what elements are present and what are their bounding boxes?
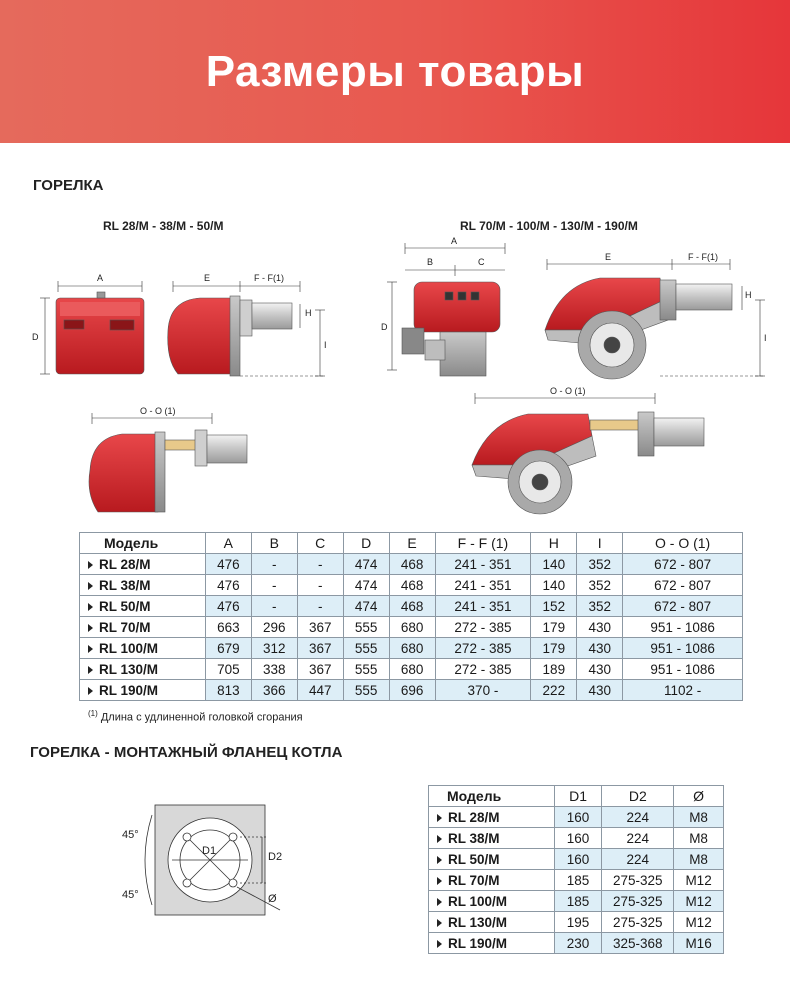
value-cell: 555 (343, 617, 389, 638)
arrow-right-icon (437, 940, 442, 948)
arrow-right-icon (437, 835, 442, 843)
model-cell (80, 638, 206, 659)
value-cell: 195 (554, 912, 602, 933)
value-cell: 222 (531, 680, 577, 701)
phi-label: Ø (268, 893, 277, 905)
value-cell: 296 (251, 617, 297, 638)
flange-dimensions-table (428, 785, 724, 954)
value-cell: 476 (205, 554, 251, 575)
arrow-right-icon (437, 814, 442, 822)
table-row (429, 828, 724, 849)
value-cell: 951 - 1086 (623, 617, 743, 638)
col-header-c: C (297, 533, 343, 554)
value-cell: M8 (674, 807, 724, 828)
table-row (80, 680, 743, 701)
value-cell: M16 (674, 933, 724, 954)
large-burner-extended (472, 393, 704, 514)
arrow-right-icon (88, 603, 93, 611)
angle-label-top: 45° (122, 829, 139, 841)
value-cell: 476 (205, 575, 251, 596)
value-cell: 367 (297, 659, 343, 680)
dim-oo-small: O - O (1) (140, 406, 176, 416)
arrow-right-icon (437, 919, 442, 927)
value-cell: - (251, 575, 297, 596)
value-cell: 179 (531, 638, 577, 659)
table-row (80, 554, 743, 575)
col-header-i: I (577, 533, 623, 554)
table-row (429, 891, 724, 912)
value-cell: 185 (554, 870, 602, 891)
arrow-right-icon (88, 624, 93, 632)
model-name: RL 38/M (448, 830, 500, 846)
col-header-model: Модель (429, 786, 555, 807)
arrow-right-icon (88, 666, 93, 674)
table-row (429, 870, 724, 891)
value-cell: 152 (531, 596, 577, 617)
value-cell: 555 (343, 680, 389, 701)
dim-h-large: H (745, 290, 752, 300)
value-cell: 230 (554, 933, 602, 954)
model-name: RL 50/M (448, 851, 500, 867)
value-cell: 430 (577, 638, 623, 659)
arrow-right-icon (88, 645, 93, 653)
table-row (429, 933, 724, 954)
model-name: RL 190/M (448, 935, 508, 951)
value-cell: 367 (297, 617, 343, 638)
table-row (80, 596, 743, 617)
model-name: RL 28/M (99, 556, 151, 572)
footnote-text: Длина с удлиненной головкой сгорания (100, 711, 303, 724)
group-left-label: RL 28/M - 38/M - 50/M (103, 219, 224, 233)
value-cell: 366 (251, 680, 297, 701)
dim-h-small: H (305, 308, 312, 318)
arrow-right-icon (88, 687, 93, 695)
d2-label: D2 (268, 851, 283, 863)
value-cell: 312 (251, 638, 297, 659)
value-cell: 275-325 (602, 912, 674, 933)
value-cell: 430 (577, 659, 623, 680)
table-row (429, 912, 724, 933)
col-header-h: H (531, 533, 577, 554)
value-cell: 705 (205, 659, 251, 680)
model-name: RL 100/M (448, 893, 508, 909)
large-burner-side (545, 259, 765, 379)
value-cell: 555 (343, 659, 389, 680)
dim-ff-small: F - F(1) (254, 273, 284, 283)
col-header-oo: O - O (1) (623, 533, 743, 554)
arrow-right-icon (88, 561, 93, 569)
value-cell: 474 (343, 554, 389, 575)
table-row (80, 638, 743, 659)
arrow-right-icon (88, 582, 93, 590)
value-cell: 189 (531, 659, 577, 680)
col-header-phi: Ø (674, 786, 724, 807)
value-cell: 555 (343, 638, 389, 659)
value-cell: M12 (674, 891, 724, 912)
col-header-d: D (343, 533, 389, 554)
value-cell: 160 (554, 828, 602, 849)
value-cell: 447 (297, 680, 343, 701)
dim-b-large: B (427, 257, 434, 267)
value-cell: 951 - 1086 (623, 659, 743, 680)
value-cell: - (251, 554, 297, 575)
table-header-row (429, 786, 724, 807)
value-cell: 468 (389, 554, 435, 575)
value-cell: 224 (602, 849, 674, 870)
value-cell: 680 (389, 659, 435, 680)
value-cell: 160 (554, 849, 602, 870)
arrow-right-icon (437, 877, 442, 885)
value-cell: 468 (389, 575, 435, 596)
value-cell: - (297, 575, 343, 596)
value-cell: 370 - (435, 680, 531, 701)
value-cell: 272 - 385 (435, 617, 531, 638)
col-header-d2: D2 (602, 786, 674, 807)
value-cell: 224 (602, 807, 674, 828)
table-row (80, 617, 743, 638)
col-header-ff: F - F (1) (435, 533, 531, 554)
model-cell (429, 912, 555, 933)
value-cell: M8 (674, 849, 724, 870)
col-header-d1: D1 (554, 786, 602, 807)
table-row (80, 659, 743, 680)
model-cell (80, 554, 206, 575)
col-header-e: E (389, 533, 435, 554)
model-name: RL 130/M (448, 914, 508, 930)
page-title: Размеры товары (205, 46, 585, 96)
model-name: RL 50/M (99, 598, 151, 614)
col-header-a: A (205, 533, 251, 554)
model-cell (80, 575, 206, 596)
value-cell: 275-325 (602, 870, 674, 891)
value-cell: 680 (389, 617, 435, 638)
value-cell: 1102 - (623, 680, 743, 701)
arrow-right-icon (437, 856, 442, 864)
dim-i-large: I (764, 333, 767, 343)
value-cell: 680 (389, 638, 435, 659)
flange-drawing (145, 805, 283, 915)
small-burner-front (40, 281, 144, 374)
value-cell: M8 (674, 828, 724, 849)
table-header-row (80, 533, 743, 554)
model-cell (80, 680, 206, 701)
model-cell (429, 828, 555, 849)
model-name: RL 190/M (99, 682, 159, 698)
table-row (80, 575, 743, 596)
value-cell: M12 (674, 870, 724, 891)
angle-label-bottom: 45° (122, 889, 139, 901)
footnote-mark: (1) (88, 709, 98, 718)
dim-a-large: A (451, 236, 458, 246)
value-cell: 241 - 351 (435, 596, 531, 617)
dim-e-small: E (204, 273, 211, 283)
value-cell: 241 - 351 (435, 554, 531, 575)
dim-ff-large: F - F(1) (688, 252, 718, 262)
value-cell: - (297, 554, 343, 575)
value-cell: 474 (343, 596, 389, 617)
model-cell (429, 849, 555, 870)
dim-e-large: E (605, 252, 612, 262)
value-cell: 813 (205, 680, 251, 701)
group-right-label: RL 70/M - 100/M - 130/M - 190/M (460, 219, 638, 233)
value-cell: M12 (674, 912, 724, 933)
value-cell: 179 (531, 617, 577, 638)
value-cell: 672 - 807 (623, 575, 743, 596)
value-cell: 325-368 (602, 933, 674, 954)
value-cell: 663 (205, 617, 251, 638)
d1-label: D1 (202, 845, 217, 857)
model-cell (80, 659, 206, 680)
section-burner-title: ГОРЕЛКА (33, 177, 104, 194)
value-cell: 476 (205, 596, 251, 617)
model-name: RL 100/M (99, 640, 159, 656)
value-cell: 224 (602, 828, 674, 849)
value-cell: 352 (577, 575, 623, 596)
large-burner-front (387, 243, 505, 376)
table-row (429, 807, 724, 828)
small-burner-extended (89, 413, 247, 512)
section-flange-title: ГОРЕЛКА - МОНТАЖНЫЙ ФЛАНЕЦ КОТЛА (30, 744, 343, 761)
value-cell: 272 - 385 (435, 659, 531, 680)
value-cell: 468 (389, 596, 435, 617)
model-name: RL 130/M (99, 661, 159, 677)
model-name: RL 38/M (99, 577, 151, 593)
value-cell: 352 (577, 596, 623, 617)
col-header-b: B (251, 533, 297, 554)
value-cell: - (297, 596, 343, 617)
value-cell: 140 (531, 575, 577, 596)
model-name: RL 70/M (99, 619, 151, 635)
value-cell: 275-325 (602, 891, 674, 912)
value-cell: 352 (577, 554, 623, 575)
value-cell: 338 (251, 659, 297, 680)
model-cell (429, 891, 555, 912)
burner-dimensions-table (79, 532, 743, 701)
dim-d-small: D (32, 332, 39, 342)
value-cell: 430 (577, 680, 623, 701)
col-header-model: Модель (80, 533, 206, 554)
dim-c-large: C (478, 257, 485, 267)
value-cell: 672 - 807 (623, 554, 743, 575)
value-cell: 272 - 385 (435, 638, 531, 659)
model-name: RL 28/M (448, 809, 500, 825)
value-cell: 241 - 351 (435, 575, 531, 596)
model-name: RL 70/M (448, 872, 500, 888)
value-cell: 696 (389, 680, 435, 701)
dim-oo-large: O - O (1) (550, 386, 586, 396)
model-cell (429, 870, 555, 891)
value-cell: 140 (531, 554, 577, 575)
model-cell (80, 617, 206, 638)
model-cell (80, 596, 206, 617)
dim-a-small: A (97, 273, 104, 283)
value-cell: 672 - 807 (623, 596, 743, 617)
value-cell: 951 - 1086 (623, 638, 743, 659)
small-burner-side (168, 281, 325, 376)
value-cell: 367 (297, 638, 343, 659)
dim-i-small: I (324, 340, 327, 350)
arrow-right-icon (437, 898, 442, 906)
value-cell: 474 (343, 575, 389, 596)
value-cell: 185 (554, 891, 602, 912)
value-cell: 679 (205, 638, 251, 659)
value-cell: 430 (577, 617, 623, 638)
value-cell: 160 (554, 807, 602, 828)
value-cell: - (251, 596, 297, 617)
model-cell (429, 807, 555, 828)
table-row (429, 849, 724, 870)
table-footnote (88, 709, 303, 724)
model-cell (429, 933, 555, 954)
dim-d-large: D (381, 322, 388, 332)
